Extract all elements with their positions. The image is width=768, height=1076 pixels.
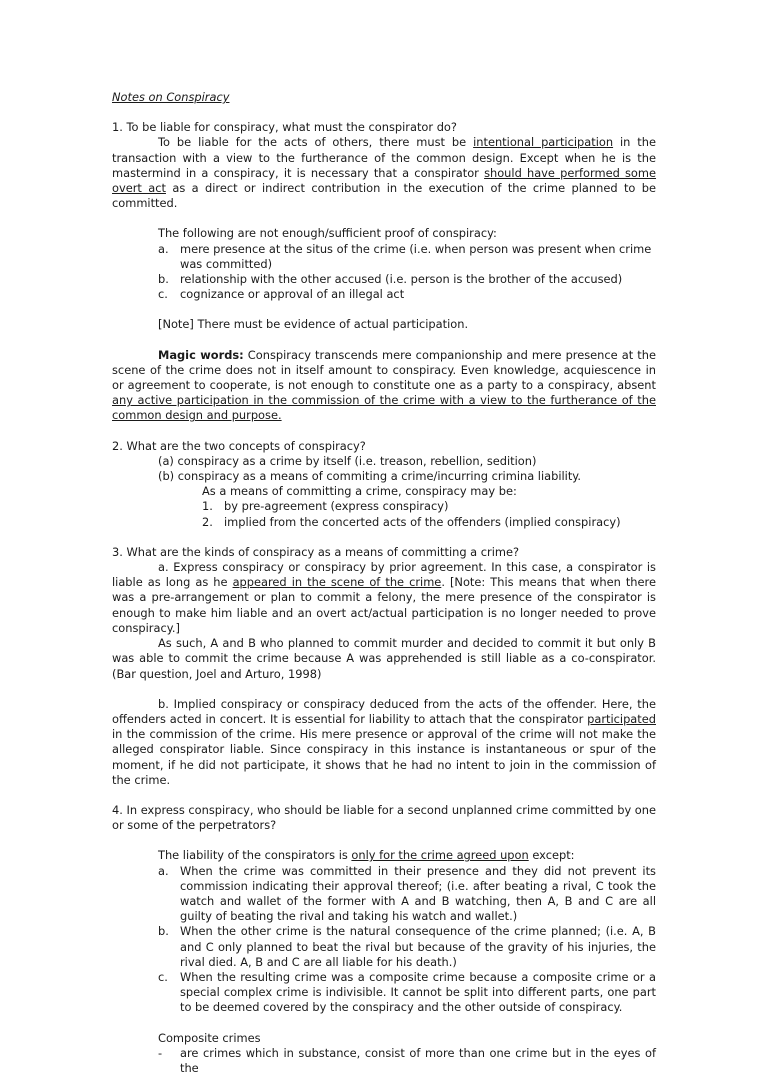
concept-b: (b) conspiracy as a means of commiting a crime/incurring crimina liability. — [158, 469, 582, 484]
note: [Note] There must be evidence of actual participation. — [158, 317, 469, 332]
not-enough-block — [158, 226, 656, 332]
document-body — [112, 90, 656, 1076]
underlined-phrase: should have performed some overt act — [112, 165, 657, 196]
list-item: a. mere presence at the situs of the crime (i.e. when person was present when crime was committed) — [158, 241, 652, 271]
express-conspiracy-paragraph: a. Express conspiracy or conspiracy by prior agreement. In this case, a conspirator is liable as long as he appeared in the scene of the crime. [Note: This means that when there was a pre-arrangement or plan to commit a felony, the mere presence of the conspirator is enough to make him liable and an overt act/actual participation is no longer needed to prove conspiracy.] — [112, 560, 656, 635]
list-item: b. When the other crime is the natural consequence of the crime planned; (i.e. A, B and C only planned to beat the rival but because of the gravity of his injuries, the rival died. A, B and C are all liable for his death.) — [158, 924, 656, 969]
concepts-block — [158, 454, 656, 484]
exceptions-block — [158, 848, 656, 1076]
list-item: c. When the resulting crime was a composite crime because a composite crime or a special complex crime is indivisible. It cannot be split into different parts, one part to be deemed covered by the conspiracy and the other outside of conspiracy. — [158, 969, 656, 1015]
means-block — [202, 484, 656, 530]
means-list — [202, 499, 656, 529]
list-item: b. relationship with the other accused (i.e. person is the brother of the accused) — [158, 272, 623, 287]
not-enough-list — [158, 242, 656, 303]
means-intro: As a means of committing a crime, conspiracy may be: — [202, 484, 517, 499]
exceptions-list — [158, 864, 656, 1016]
composite-list — [158, 1046, 656, 1076]
underlined-phrase: any active participation in the commission of the crime with a view to the furtherance of the common design and purpose. — [112, 393, 656, 423]
composite-crimes-heading: Composite crimes — [158, 1030, 261, 1045]
magic-words-paragraph: Magic words: Conspiracy transcends mere companionship and mere presence at the scene of the crime does not in itself amount to conspiracy. Even knowledge, acquiescence in or agreement to cooperate, is not enough to constitute one as a party to a conspiracy, absent any active participation in the commission of the crime with a view to the furtherance of the common design and purpose. — [112, 347, 656, 423]
not-enough-intro: The following are not enough/sufficient proof of conspiracy: — [158, 226, 497, 241]
underlined-phrase: intentional participation — [473, 135, 614, 150]
list-item: 2. implied from the concerted acts of the offenders (implied conspiracy) — [202, 514, 621, 529]
implied-conspiracy-paragraph: b. Implied conspiracy or conspiracy deduced from the acts of the offender. Here, the offenders acted in concert. It is essential for liability to attach that the conspirator participated in the commission of the crime. His mere presence or approval of the crime will not make the alleged conspirator liable. Since conspiracy in this instance is instantaneous or spur of the moment, if he did not participate, it shows that he had no intent to join in the commission of the crime. — [112, 696, 656, 787]
underlined-phrase: appeared in the scene of the crime — [232, 575, 442, 590]
document-title: Notes on Conspiracy — [112, 90, 230, 104]
magic-words-label: Magic words: — [158, 347, 244, 362]
question-2: 2. What are the two concepts of conspiracy? — [112, 438, 366, 453]
exceptions-intro: The liability of the conspirators is only for the crime agreed upon except: — [158, 848, 575, 863]
underlined-phrase: only for the crime agreed upon — [351, 848, 529, 863]
express-example-paragraph: As such, A and B who planned to commit murder and decided to commit it but only B was able to commit the crime because A was apprehended is still liable as a co-conspirator. (Bar question, Joel and Arturo, 1998) — [112, 636, 656, 681]
question-4: 4. In express conspiracy, who should be liable for a second unplanned crime committed by one or some of the perpetrators? — [112, 802, 657, 833]
list-item: a. When the crime was committed in their presence and they did not prevent its commission indicating their approval thereof; (i.e. after beating a rival, C took the watch and wallet of the former with A and B watching, then A, B and C are all guilty of beating the rival and taking his watch and wallet.) — [158, 863, 656, 924]
list-item: - are crimes which in substance, consist of more than one crime but in the eyes of the — [158, 1045, 656, 1075]
question-1: 1. To be liable for conspiracy, what must the conspirator do? — [112, 120, 457, 135]
question-3: 3. What are the kinds of conspiracy as a means of committing a crime? — [112, 544, 520, 559]
list-item: 1. by pre-agreement (express conspiracy) — [202, 499, 449, 514]
list-item: c. cognizance or approval of an illegal act — [158, 287, 405, 302]
answer-1-paragraph: To be liable for the acts of others, there must be intentional participation in the transaction with a view to the furtherance of the common design. Except when he is the mastermind in a conspiracy, it is necessary that a conspirator should have performed some overt act as a direct or indirect contribution in the execution of the crime planned to be committed. — [112, 135, 657, 211]
concept-a: (a) conspiracy as a crime by itself (i.e. treason, rebellion, sedition) — [158, 453, 537, 468]
underlined-phrase: participated — [587, 711, 656, 726]
